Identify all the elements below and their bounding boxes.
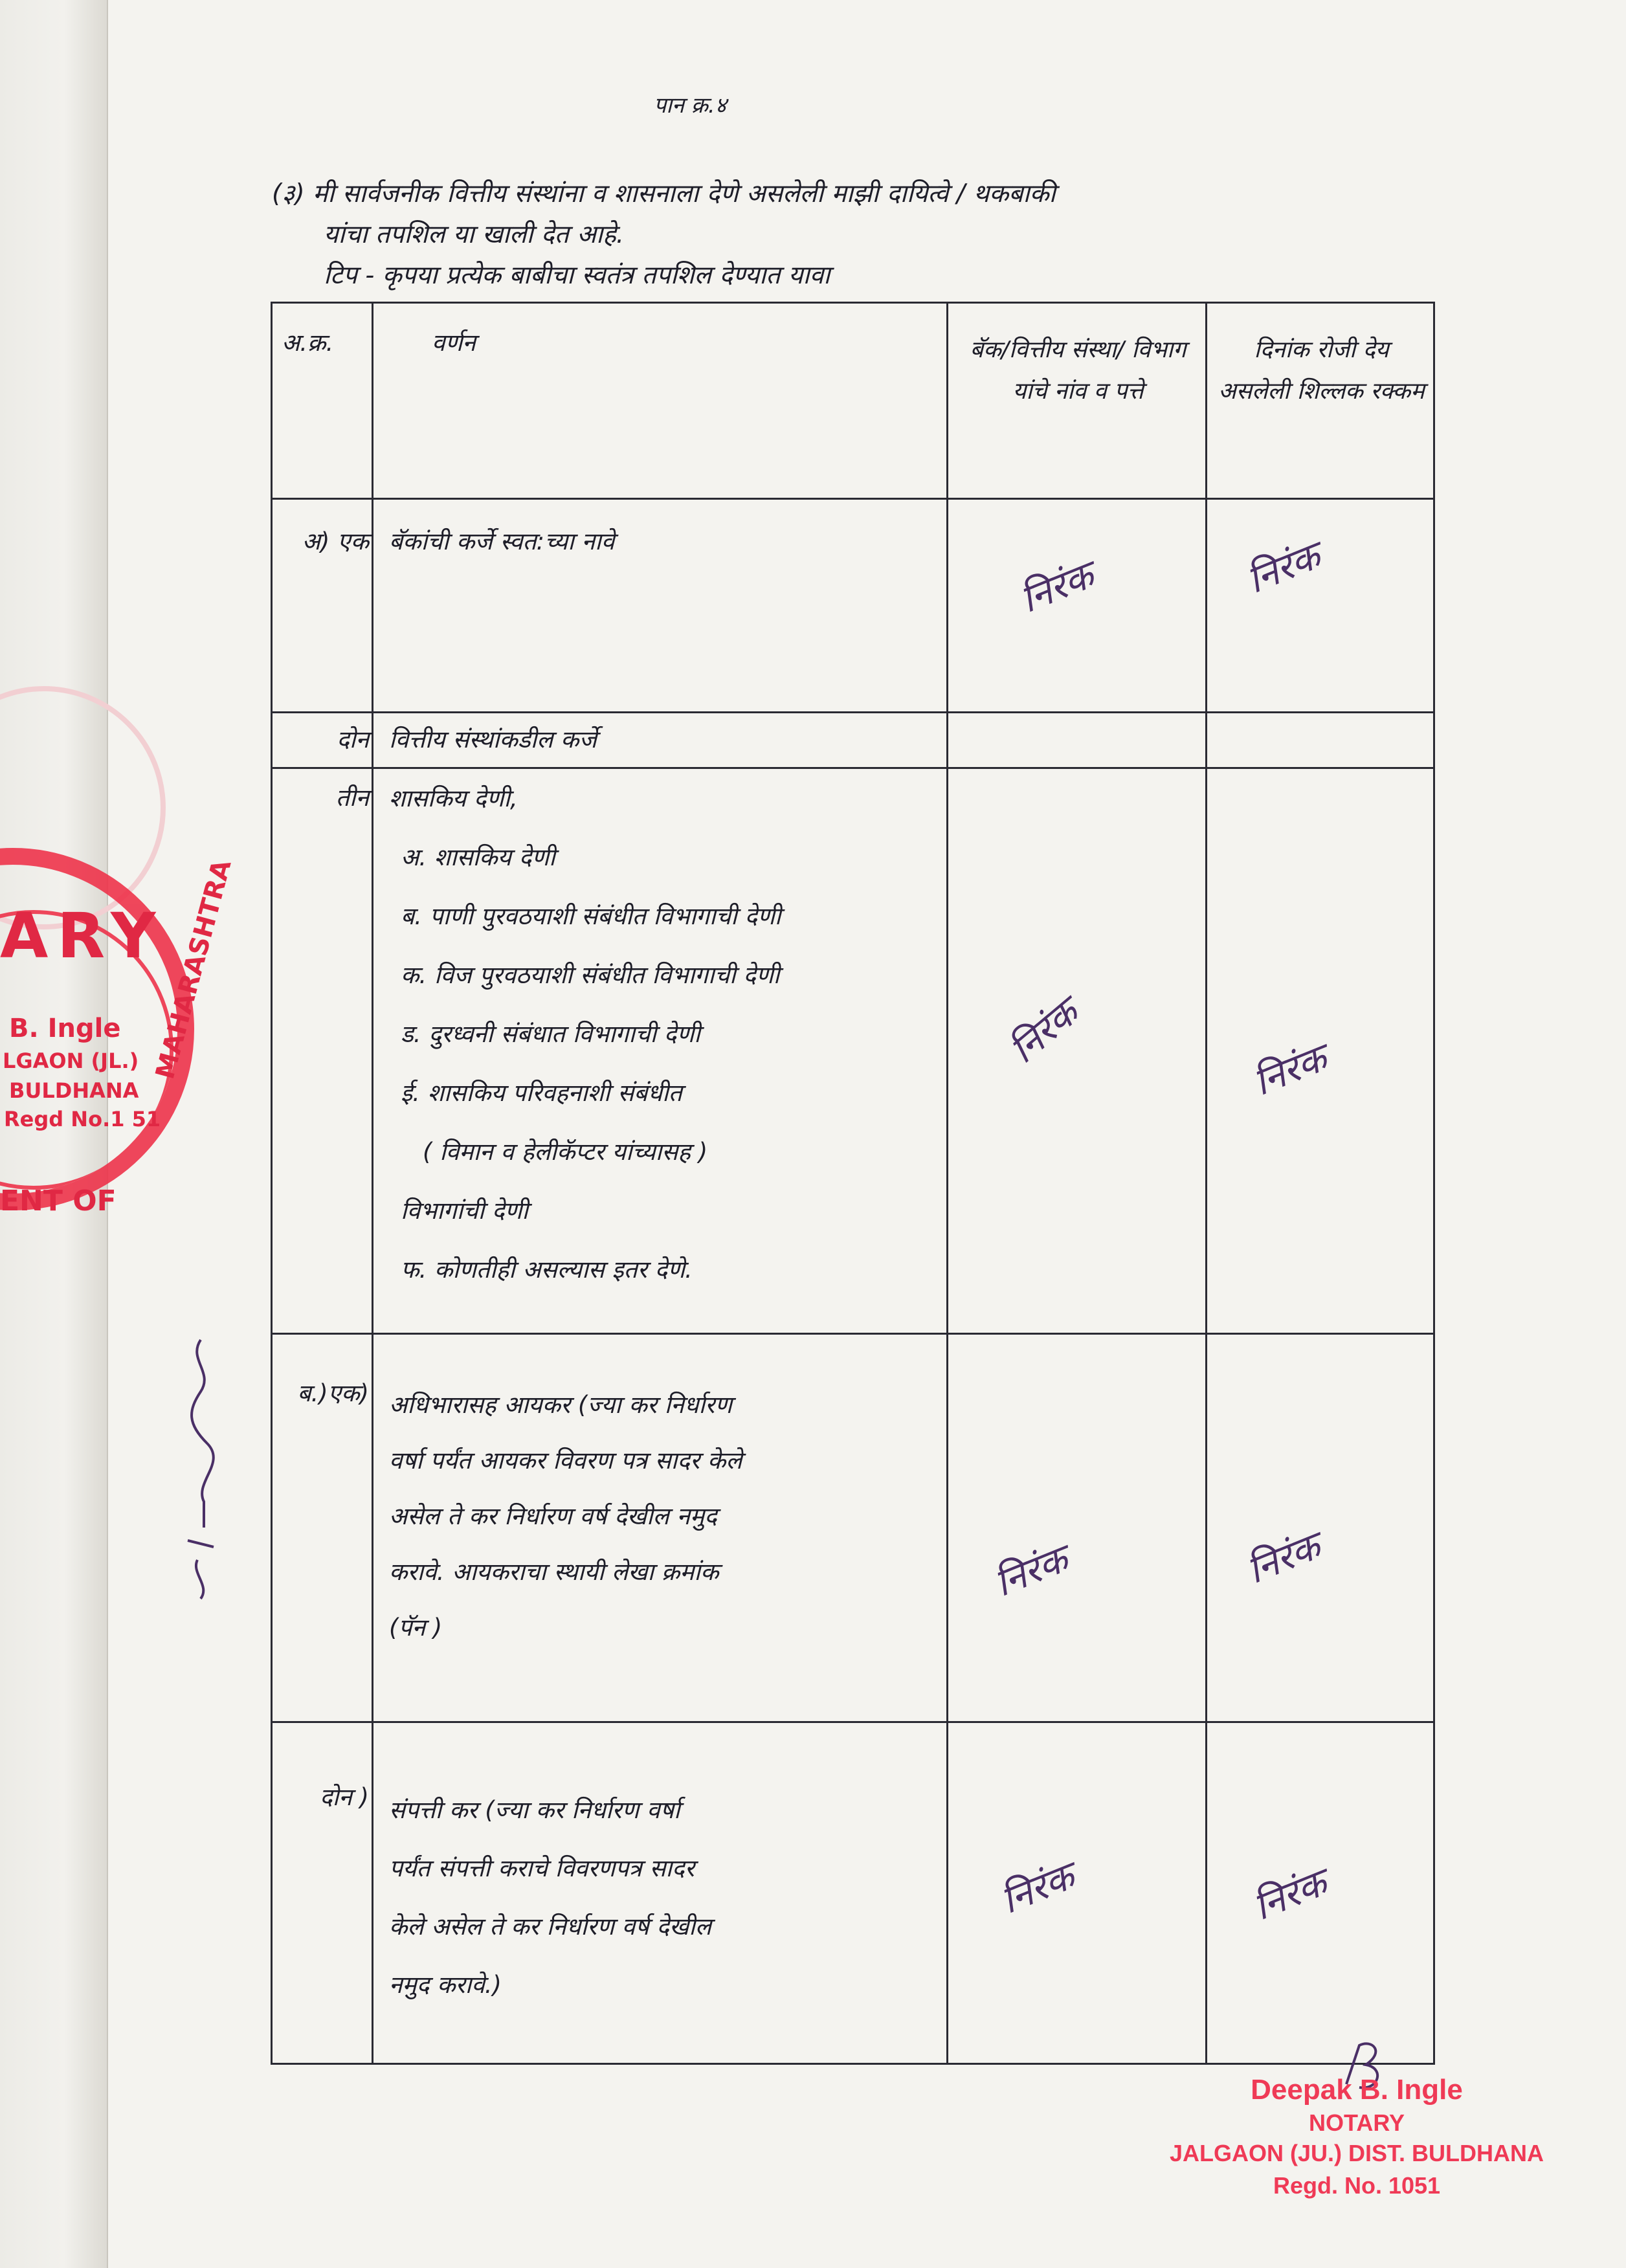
seal-district: BULDHANA xyxy=(9,1078,139,1103)
row-line: (पॅन ) xyxy=(389,1614,443,1641)
row-index: अ) एक xyxy=(272,499,373,713)
liabilities-table xyxy=(271,302,1435,2065)
notary-place: JALGAON (JU.) DIST. BULDHANA xyxy=(1169,2140,1544,2166)
row-line: क. विज पुरवठयाशी संबंधीत विभागाची देणी xyxy=(401,961,780,989)
row-line: अधिभारासह आयकर (ज्या कर निर्धारण xyxy=(389,1391,732,1419)
table-header-row xyxy=(272,303,1434,499)
handwritten-nil: निरंक xyxy=(1240,1523,1327,1593)
balance-cell xyxy=(1207,1334,1434,1722)
row-line: अ. शासकिय देणी xyxy=(401,843,555,871)
bank-cell xyxy=(948,768,1207,1334)
row-line: केले असेल ते कर निर्धारण वर्ष देखील xyxy=(389,1913,711,1940)
row-line: ड. दुरध्वनी संबंधात विभागाची देणी xyxy=(401,1020,700,1048)
row-index: दोन ) xyxy=(272,1722,373,2064)
notary-name: Deepak B. Ingle xyxy=(1251,2074,1463,2106)
row-line: असेल ते कर निर्धारण वर्ष देखील नमुद xyxy=(389,1502,717,1530)
row-description xyxy=(373,768,948,1334)
seal-place: LGAON (JL.) xyxy=(3,1049,139,1073)
seal-top-text: ARY xyxy=(0,900,165,972)
header-serial: अ.क्र. xyxy=(272,303,373,499)
row-line: ( विमान व हेलीकॅप्टर यांच्यासह ) xyxy=(423,1138,708,1166)
handwritten-nil: निरंक xyxy=(1247,1035,1333,1105)
row-description xyxy=(373,499,948,713)
row-line: वित्तीय संस्थांकडील कर्जे xyxy=(389,726,597,753)
header-bank: बॅक/वित्तीय संस्था/ विभाग यांचे नांव व पत्ते xyxy=(948,303,1207,499)
handwritten-nil: निरंक xyxy=(1014,552,1100,622)
header-balance: दिनांक रोजी देय असलेली शिल्लक रक्कम xyxy=(1207,303,1434,499)
handwritten-nil: निरंक xyxy=(1247,1860,1333,1929)
seal-state: MAHARASHTRA xyxy=(150,856,238,1082)
row-description xyxy=(373,1722,948,2064)
margin-signature xyxy=(175,1333,233,1605)
balance-cell xyxy=(1207,1722,1434,2064)
bank-cell xyxy=(948,1722,1207,2064)
intro-note: टिप - कृपया प्रत्येक बाबीचा स्वतंत्र तपशिल देण्यात यावा xyxy=(324,261,830,290)
header-description: वर्णन xyxy=(373,303,948,499)
row-line: करावे. आयकराचा स्थायी लेखा क्रमांक xyxy=(389,1558,719,1586)
row-index: दोन xyxy=(272,713,373,768)
handwritten-nil: निरंक xyxy=(1240,533,1327,603)
bank-cell xyxy=(948,1334,1207,1722)
handwritten-nil: निरंक xyxy=(994,1853,1081,1923)
row-index: तीन xyxy=(272,768,373,1334)
seal-name: B. Ingle xyxy=(9,1014,121,1043)
intro-paragraph xyxy=(272,173,1056,296)
table-row xyxy=(272,768,1434,1334)
row-line: ई. शासकिय परिवहनाशी संबंधीत xyxy=(401,1079,682,1107)
row-line: पर्यंत संपत्ती कराचे विवरणपत्र सादर xyxy=(389,1854,695,1882)
seal-regd: Regd No.1 51 xyxy=(4,1107,161,1131)
row-line: फ. कोणतीही असल्यास इतर देणे. xyxy=(401,1256,693,1284)
row-line: वर्षा पर्यंत आयकर विवरण पत्र सादर केले xyxy=(389,1447,742,1474)
handwritten-nil: निरंक xyxy=(988,1536,1075,1606)
balance-cell xyxy=(1207,713,1434,768)
row-line: संपत्ती कर (ज्या कर निर्धारण वर्षा xyxy=(389,1796,680,1824)
row-line: ब. पाणी पुरवठयाशी संबंधीत विभागाची देणी xyxy=(401,902,781,930)
notary-title: NOTARY xyxy=(1309,2109,1405,2136)
table-row xyxy=(272,499,1434,713)
intro-line-1: (३) मी सार्वजनीक वित्तीय संस्थांना व शासनाला देणे असलेली माझी दायित्वे / थकबाकी xyxy=(272,179,1056,208)
handwritten-nil: निरंक xyxy=(1001,990,1087,1073)
table-row xyxy=(272,713,1434,768)
bank-cell xyxy=(948,499,1207,713)
seal-bottom: ENT OF xyxy=(0,1184,117,1217)
notary-stamp xyxy=(1156,2071,1557,2202)
page-number: पान क्र.४ xyxy=(654,93,727,118)
row-index: ब.)एक) xyxy=(272,1334,373,1722)
intro-line-2: यांचा तपशिल या खाली देत आहे. xyxy=(324,220,625,249)
table-row xyxy=(272,1722,1434,2064)
row-description xyxy=(373,713,948,768)
table-row xyxy=(272,1334,1434,1722)
row-line: शासकिय देणी, xyxy=(389,784,518,812)
row-line: विभागांची देणी xyxy=(401,1197,528,1225)
notary-regd: Regd. No. 1051 xyxy=(1273,2172,1441,2199)
balance-cell xyxy=(1207,499,1434,713)
balance-cell xyxy=(1207,768,1434,1334)
row-line: बॅकांची कर्जे स्वत:च्या नावे xyxy=(389,528,615,555)
row-line: नमुद करावे.) xyxy=(389,1971,502,1999)
bank-cell xyxy=(948,713,1207,768)
row-description xyxy=(373,1334,948,1722)
